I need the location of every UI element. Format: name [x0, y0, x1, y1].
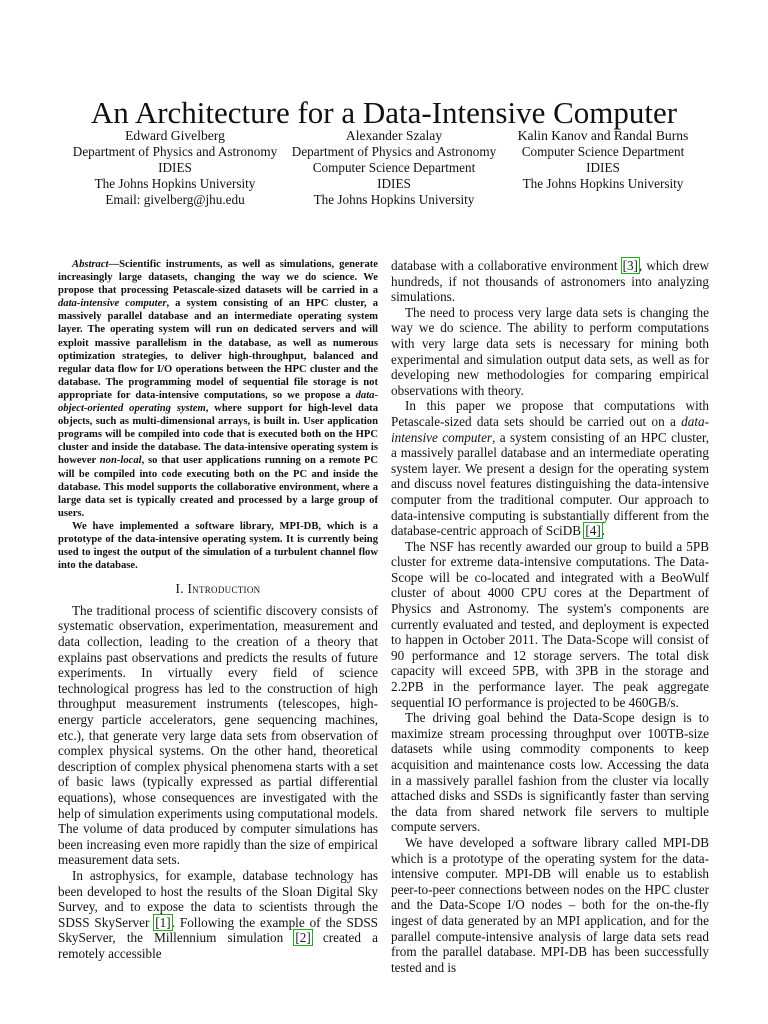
abstract-paragraph: [58, 258, 378, 520]
abstract-text: , so that user applications running on a remote PC will be compiled into code executing both on the PC and inside the database. This model supports the collaborative environment, where a large data set is typically created and processed by a large group of users.: [58, 455, 379, 519]
section-title: Introduction: [187, 581, 261, 597]
author-block: [0, 128, 768, 218]
body-paragraph: We have developed a software library called MPI-DB which is a prototype of the operating system for the data-intensive computer. MPI-DB will enable us to establish peer-to-peer connections between nodes on the HPC cluster and the Data-Scope I/O nodes – both for the on-the-fly ingest of data generated by an MPI application, and for the parallel compute-intensive analysis of large data sets read from the parallel database. MPI-DB has been successfully tested and is: [391, 834, 709, 975]
body-paragraph: [391, 398, 709, 538]
body-text: , which drew hundreds, if not thousands of astronomers into analyzing simulations.: [391, 258, 709, 305]
section-heading: [58, 581, 378, 597]
author-affiliation: IDIES: [158, 160, 192, 175]
abstract-label: Abstract: [72, 259, 109, 270]
author-affiliation: Computer Science Department: [312, 160, 476, 175]
section-number: I.: [175, 581, 184, 597]
body-emphasis: data-intensive computer: [391, 413, 709, 445]
author-email: Email: givelberg@jhu.edu: [105, 192, 245, 207]
paper-title: An Architecture for a Data-Intensive Computer: [90, 94, 678, 130]
author-2: [289, 128, 499, 208]
body-text: . Following the example of the SDSS SkyServer, the Millennium simulation: [58, 914, 378, 946]
abstract-paragraph: We have implemented a software library, MPI-DB, which is a prototype of the data-intensive operating system. It is currently being used to ingest the output of the simulation of a turbulent channel flow into the database.: [58, 520, 378, 572]
author-affiliation: The Johns Hopkins University: [94, 176, 256, 191]
body-paragraph: The need to process very large data sets is changing the way we do science. The ability to perform computations with very large data sets is necessary for mining both experimental and simulation output data sets, as well as for developing new methodologies for comparing empirical observations with theory.: [391, 304, 709, 398]
abstract-text: , a system consisting of an HPC cluster, a massively parallel database and an intermediate operating system layer. The operating system will run on dedicated servers and will exploit massive parallelism in the database, as well as numerous optimization strategies, to deliver high-throughput, balanced and regular data flow for I/O operations between the HPC cluster and the database. The programming model of sequential file storage is not appropriate for data-intensive computations, so we propose a: [58, 298, 378, 401]
abstract-emphasis: data-object-oriented operating system: [58, 389, 378, 415]
body-text: In astrophysics, for example, database technology has been developed to host the results of the Sloan Digital Sky Survey, and to expose the data to scientists through the SDSS SkyServer: [58, 867, 378, 930]
author-affiliation: IDIES: [377, 176, 411, 191]
author-affiliation: The Johns Hopkins University: [522, 176, 684, 191]
body-paragraph: The driving goal behind the Data-Scope design is to maximize stream processing throughput over 100TB-size datasets while using commodity components to keep acquisition and maintenance costs low. Accessing the data in a massively parallel fashion from the cluster via locally attached disks and SSDs is significantly faster than serving the data from shared network file servers to multiple compute servers.: [391, 710, 709, 835]
body-paragraph: The NSF has recently awarded our group to build a 5PB cluster for extreme data-intensive computations. The Data-Scope will be co-located and integrated with a BeoWulf cluster of about 4000 CPU cores at the Department of Physics and Astronomy. The system's components are currently evaluated and tested, and deployment is expected to happen in October 2011. The Data-Scope will consist of 90 performance and 12 storage servers. The total disk capacity will exceed 5PB, with 3PB in the storage and 2.2PB in the performance layer. The peak aggregate sequential IO performance is projected to be 460GB/s.: [391, 538, 709, 710]
abstract-emphasis: non-local: [99, 455, 142, 467]
body-paragraph: [391, 258, 709, 305]
body-text: database with a collaborative environment: [391, 258, 622, 273]
author-affiliation: The Johns Hopkins University: [313, 192, 475, 207]
author-affiliation: Computer Science Department: [521, 144, 685, 159]
author-name: Edward Givelberg: [125, 128, 225, 143]
body-text: created a remotely accessible: [58, 930, 378, 961]
right-column: [391, 258, 709, 975]
author-affiliation: Department of Physics and Astronomy: [72, 144, 278, 159]
citation-link[interactable]: [3]: [622, 258, 638, 273]
abstract-emphasis: data-intensive computer: [58, 298, 167, 310]
body-paragraph: The traditional process of scientific discovery consists of systematic observation, experimentation, measurement and data collection, leading to the creation of a theory that explains past observations and predicts the results of future experiments. In virtually every field of science technological progress has led to the construction of high throughput measurement instruments (telescopes, high-energy particle accelerators, gene sequencing machines, etc.), that generate very large data sets from observation of complex physical systems. On the other hand, theoretical description of complex physical phenomena starts with a set of basic laws (typically expressed as partial differential equations), whose consequences are investigated with the help of simulation experiments using computational models. The volume of data produced by computer simulations has been increasing even more rapidly than the size of empirical measurement data sets.: [58, 602, 378, 868]
author-1: [60, 128, 290, 208]
author-affiliation: IDIES: [586, 160, 620, 175]
author-name: Kalin Kanov and Randal Burns: [517, 128, 689, 143]
body-text: In this paper we propose that computations with Petascale-sized data sets should be carried out on a: [391, 398, 709, 429]
author-3: [503, 128, 703, 192]
author-name: Alexander Szalay: [345, 128, 443, 143]
citation-link[interactable]: [2]: [295, 930, 311, 946]
body-text: .: [601, 523, 606, 539]
abstract-text: , where support for high-level data objects, such as multi-dimensional arrays, is built in. User application programs will be compiled into code that is executed both on the HPC cluster and inside the database. The data-intensive operating system is however: [58, 403, 378, 467]
body-text: , a system consisting of an HPC cluster, a massively parallel database and an intermediate operating system layer. We present a design for the operating system and discuss novel features distinguishing the data-intensive computer from the traditional computer. Our approach to data-intensive computing is substantially different from the database-centric approach of SciDB: [391, 429, 709, 539]
abstract-text: —Scientific instruments, as well as simulations, generate increasingly large datasets, changing the way we do science. We propose that processing Petascale-sized datasets will be carried in a: [58, 259, 378, 297]
citation-link[interactable]: [4]: [585, 523, 601, 539]
body-paragraph: [58, 868, 378, 962]
left-column: [58, 258, 378, 962]
citation-link[interactable]: [1]: [155, 914, 171, 930]
author-affiliation: Department of Physics and Astronomy: [291, 144, 497, 159]
